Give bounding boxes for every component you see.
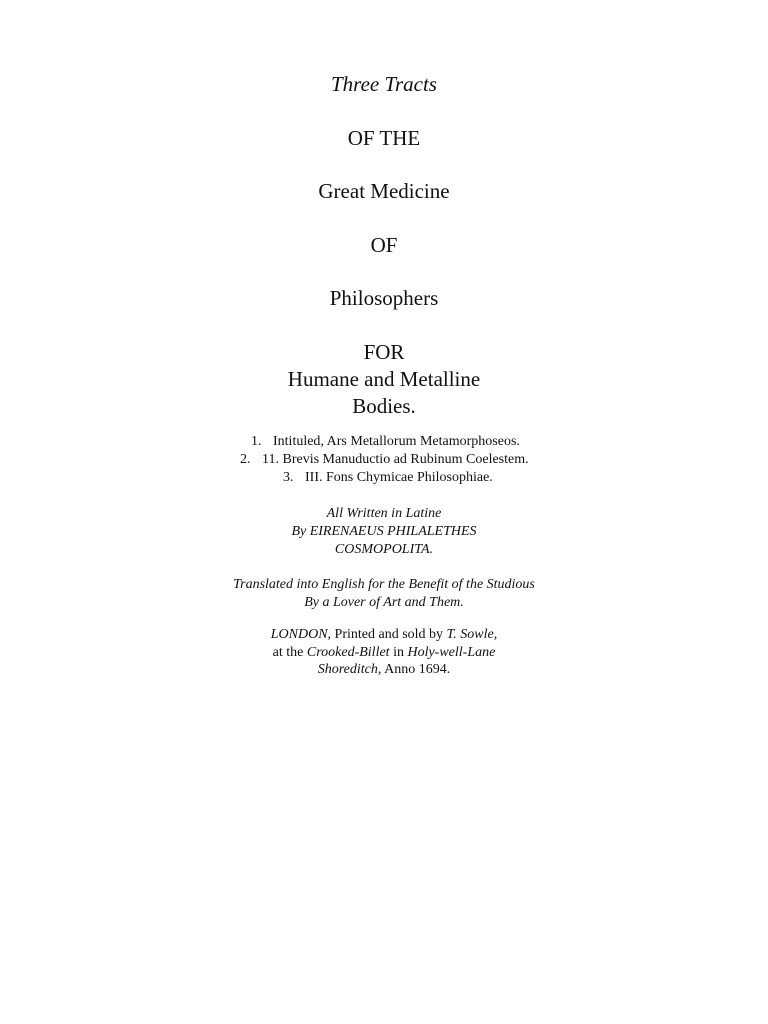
imprint-sign: Crooked-Billet bbox=[306, 645, 390, 660]
title-humane-and-metalline: Humane and Metalline bbox=[287, 367, 481, 391]
title-three-tracts: Three Tracts bbox=[331, 72, 437, 96]
imprint-year: Anno 1694. bbox=[381, 662, 451, 677]
imprint-printed: Printed and sold by bbox=[331, 627, 447, 642]
imprint-line-3 bbox=[0, 663, 768, 677]
imprint-line-2 bbox=[0, 646, 768, 660]
list-item bbox=[251, 435, 520, 449]
translator-line: By a Lover of Art and Them. bbox=[304, 595, 464, 610]
list-item-number: 1. bbox=[251, 434, 262, 449]
title-great-medicine: Great Medicine bbox=[318, 179, 450, 203]
list-item-text: III. Fons Chymicae Philosophiae. bbox=[305, 470, 493, 485]
list-item bbox=[283, 471, 493, 485]
imprint-district: Shoreditch, bbox=[317, 662, 382, 677]
list-item-number: 2. bbox=[240, 452, 251, 467]
imprint-at: at the bbox=[272, 645, 307, 660]
list-item-text: 11. Brevis Manuductio ad Rubinum Coelestem. bbox=[262, 452, 529, 467]
author-name: By EIRENAEUS PHILALETHES bbox=[291, 524, 477, 539]
imprint-place: LONDON, bbox=[270, 627, 332, 642]
imprint-lane: Holy-well-Lane bbox=[407, 645, 496, 660]
title-of: OF bbox=[370, 233, 398, 257]
list-item-text: Intituled, Ars Metallorum Metamorphoseos. bbox=[273, 434, 520, 449]
list-item bbox=[240, 453, 529, 467]
author-cosmopolita: COSMOPOLITA. bbox=[334, 542, 434, 557]
list-item-number: 3. bbox=[283, 470, 294, 485]
translation-line: Translated into English for the Benefit of the Studious bbox=[233, 577, 535, 592]
imprint-in: in bbox=[389, 645, 408, 660]
imprint-printer: T. Sowle, bbox=[446, 627, 498, 642]
title-bodies: Bodies. bbox=[352, 394, 416, 418]
author-written-in-latine: All Written in Latine bbox=[326, 506, 442, 521]
title-of-the: OF THE bbox=[347, 126, 421, 150]
imprint-line-1 bbox=[0, 628, 768, 642]
title-philosophers: Philosophers bbox=[329, 286, 439, 310]
title-for: FOR bbox=[363, 340, 405, 364]
